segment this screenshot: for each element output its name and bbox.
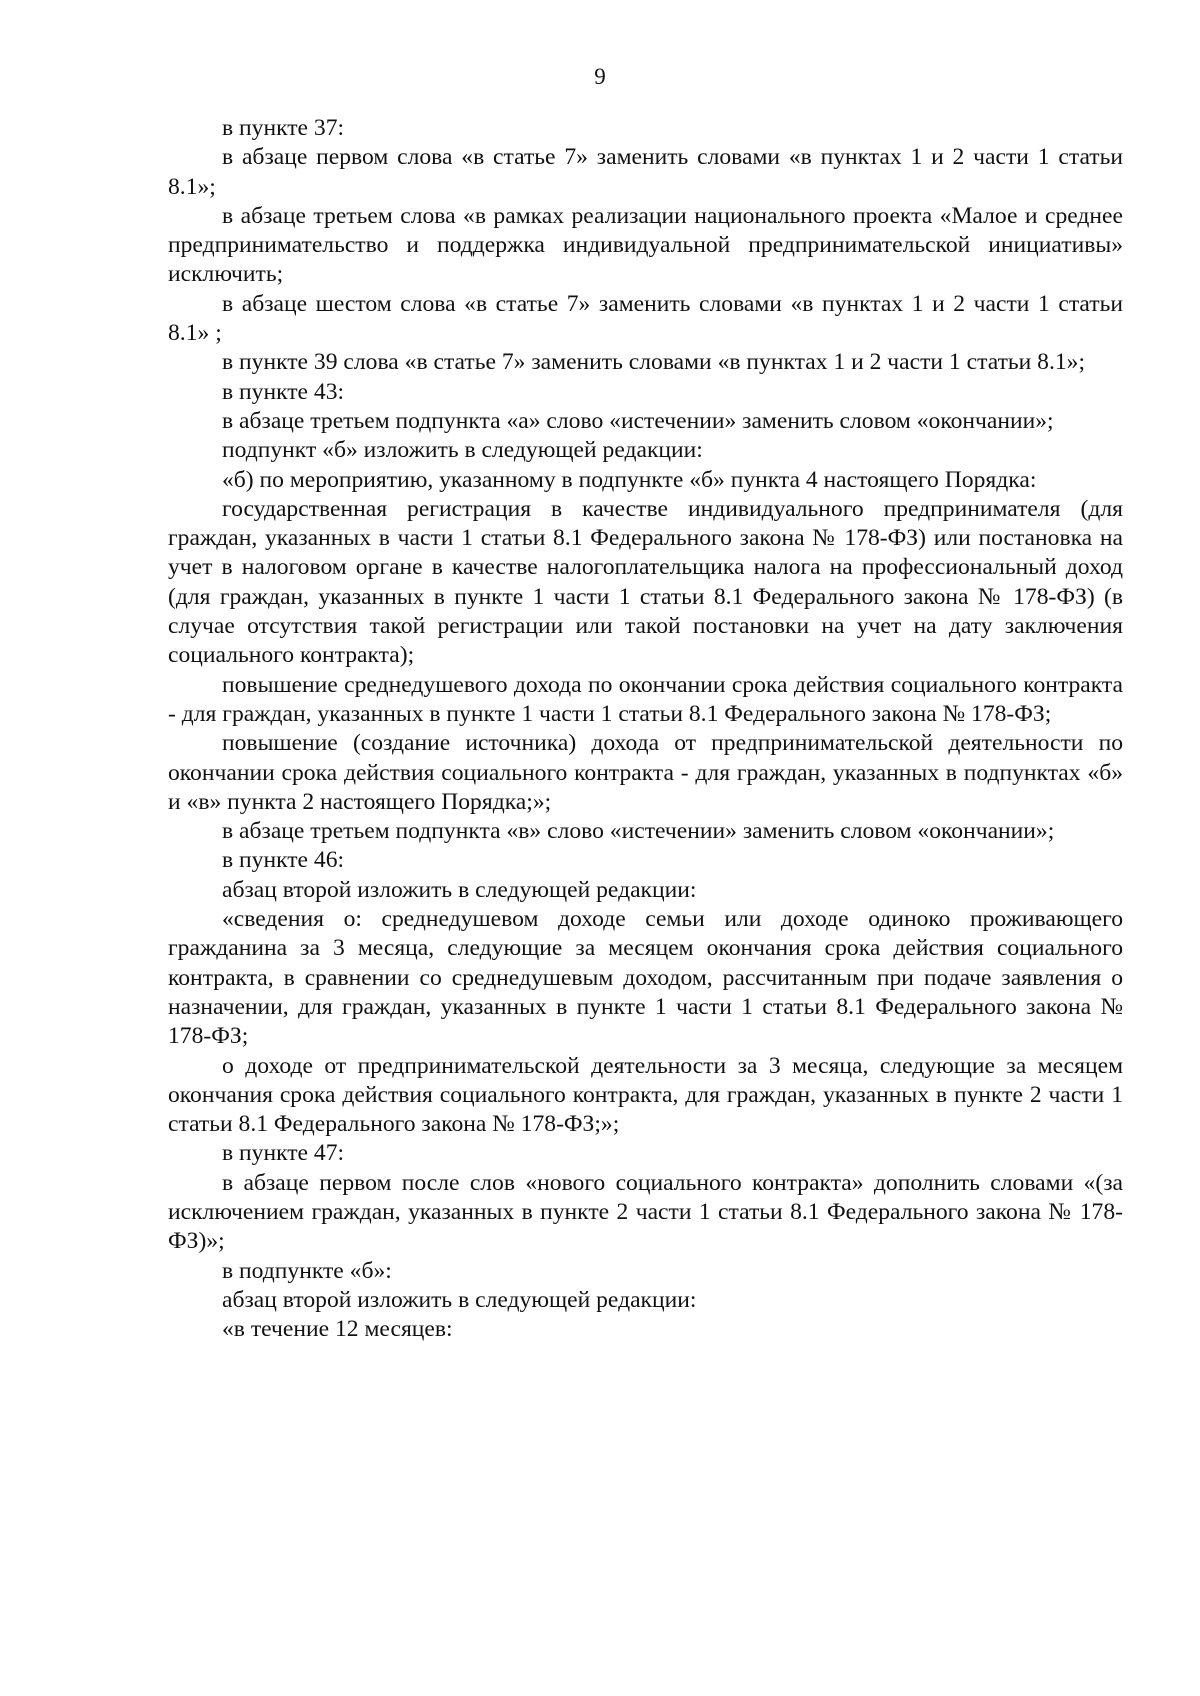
paragraph: абзац второй изложить в следующей редакции: <box>222 1286 697 1313</box>
paragraph: о доходе от предпринимательской деятельности за 3 месяца, следующие за месяцем окончания срока действия социального контракта, для граждан, указанных в пункте 2 части 1 статьи 8.1 Федерального закона № 178-ФЗ;»; <box>168 1052 1123 1138</box>
paragraph: в абзаце третьем подпункта «в» слово «истечении» заменить словом «окончании»; <box>222 818 1055 845</box>
paragraph: в пункте 43: <box>222 378 345 405</box>
page-number: 9 <box>594 64 606 89</box>
paragraph: повышение (создание источника) дохода от предпринимательской деятельности по окончании срока действия социального контракта - для граждан, указанных в подпунктах «б» и «в» пункта 2 настоящего Порядка;»; <box>168 730 1123 815</box>
document-body <box>168 114 1123 1344</box>
paragraph: в абзаце третьем подпункта «а» слово «истечении» заменить словом «окончании»; <box>222 407 1054 434</box>
paragraph: «в течение 12 месяцев: <box>222 1316 453 1343</box>
paragraph: подпункт «б» изложить в следующей редакции: <box>222 437 703 464</box>
paragraph: повышение среднедушевого дохода по окончании срока действия социального контракта - для граждан, указанных в пункте 1 части 1 статьи 8.1 Федерального закона № 178-ФЗ; <box>168 671 1123 727</box>
paragraph: в подпункте «б»: <box>222 1257 392 1284</box>
paragraph: в абзаце шестом слова «в статье 7» заменить словами «в пунктах 1 и 2 части 1 статьи 8.1» ; <box>168 290 1123 347</box>
paragraph: абзац второй изложить в следующей редакции: <box>222 876 697 903</box>
paragraph: в пункте 37: <box>222 115 345 141</box>
paragraph: «сведения о: среднедушевом доходе семьи или доходе одиноко проживающего гражданина за 3 месяца, следующие за месяцем окончания срока действия социального контракта, в сравнении со среднедушевым доходом, рассчитанным при подаче заявления о назначении, для граждан, указанных в пункте 1 части 1 статьи 8.1 Федерального закона № 178-ФЗ; <box>168 906 1123 1050</box>
paragraph: «б) по мероприятию, указанному в подпункте «б» пункта 4 настоящего Порядка: <box>222 466 1037 493</box>
paragraph: в абзаце третьем слова «в рамках реализации национального проекта «Малое и среднее предпринимательство и поддержка индивидуальной предпринимательской инициативы» исключить; <box>168 202 1123 288</box>
paragraph: в абзаце первом слова «в статье 7» заменить словами «в пунктах 1 и 2 части 1 статьи 8.1»; <box>168 144 1123 200</box>
paragraph: в пункте 39 слова «в статье 7» заменить словами «в пунктах 1 и 2 части 1 статьи 8.1»; <box>222 349 1086 376</box>
paragraph: в пункте 46: <box>222 847 345 874</box>
paragraph: в абзаце первом после слов «нового социального контракта» дополнить словами «(за исключением граждан, указанных в пункте 2 части 1 статьи 8.1 Федерального закона № 178-ФЗ)»; <box>168 1169 1123 1255</box>
paragraph: в пункте 47: <box>222 1140 345 1167</box>
paragraph: государственная регистрация в качестве индивидуального предпринимателя (для граждан, указанных в части 1 статьи 8.1 Федерального закона № 178-ФЗ) или постановка на учет в налоговом органе в качестве налогоплательщика налога на профессиональный доход (для граждан, указанных в пункте 1 части 1 статьи 8.1 Федерального закона № 178-ФЗ) (в случае отсутствия такой регистрации или такой постановки на учет на дату заключения социального контракта); <box>168 495 1123 669</box>
